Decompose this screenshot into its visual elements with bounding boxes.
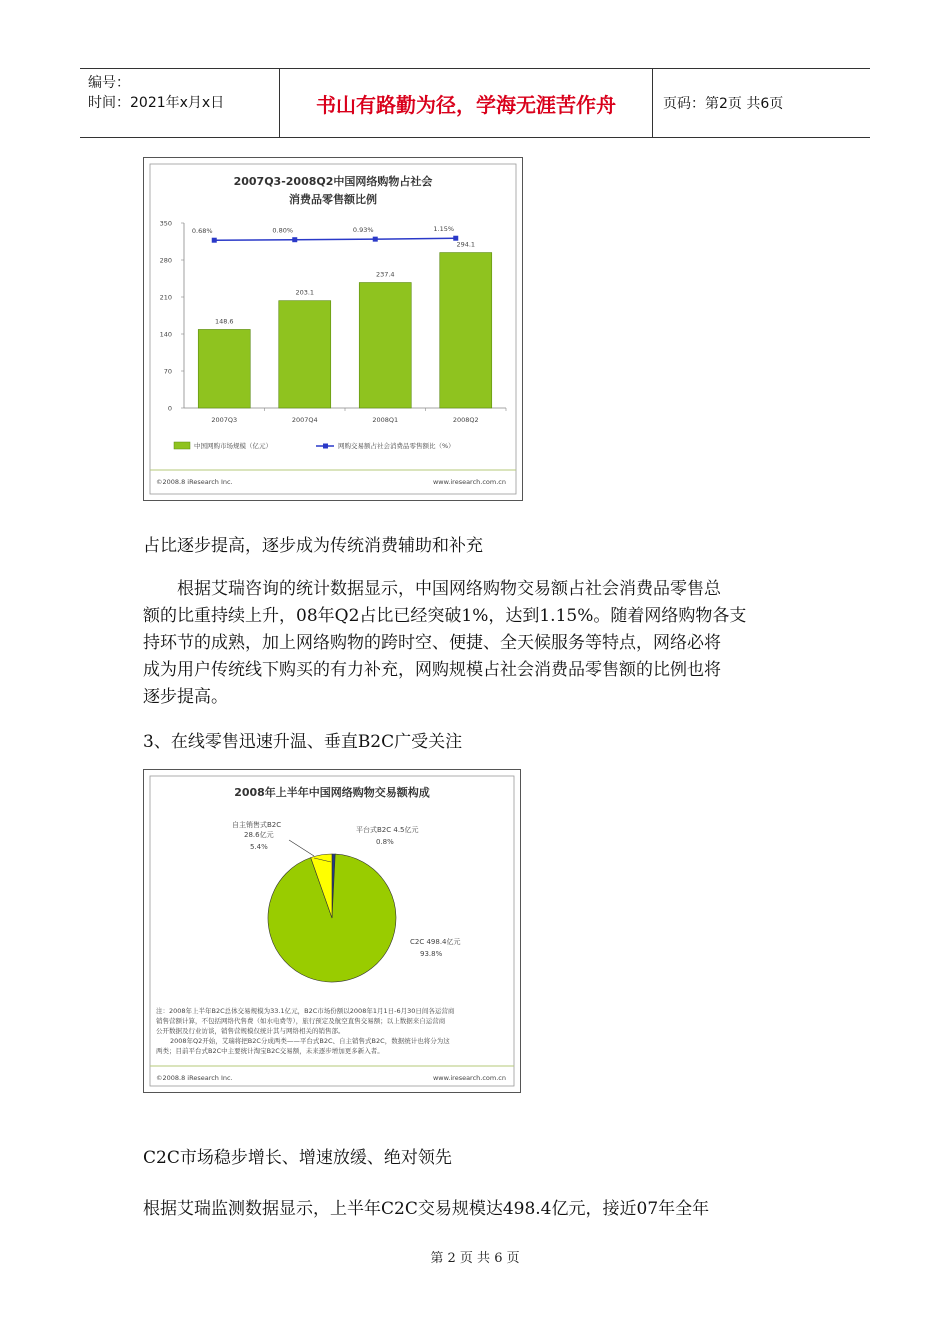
- label-self-b2c-pct: 5.4%: [250, 843, 268, 851]
- note-line: 销售营额计算，不包括网络代售费（如水电费等），旅行预定及航空直售交易额；以上数据来自运营商: [156, 1017, 446, 1025]
- ratio-label: 0.93%: [352, 226, 374, 235]
- doc-time-label: 时间：2021年x月x日: [88, 95, 225, 111]
- bar-value-label: 294.1: [456, 240, 476, 249]
- chart2-source-right: www.iresearch.com.cn: [432, 1074, 506, 1082]
- para1-line: 成为用户传统线下购买的有力补充，网购规模占社会消费品零售额的比例也将: [143, 660, 721, 680]
- note-line: 注：2008年上半年B2C总体交易规模为33.1亿元，B2C市场份额以2008年1月1日-6月30日间各运营商: [156, 1007, 455, 1015]
- note-line: 两类；目前平台式B2C中主要统计淘宝B2C交易额，未来逐步增加更多新入者。: [156, 1047, 384, 1055]
- chart2-title: 2008年上半年中国网络购物交易额构成: [234, 786, 430, 799]
- ratio-point: [453, 236, 458, 241]
- section-heading-3: 3、在线零售迅速升温、垂直B2C广受关注: [143, 732, 463, 752]
- label-self-b2c: 自主销售式B2C: [232, 821, 282, 829]
- note-line: 2008年Q2开始，艾瑞将把B2C分成两类——平台式B2C、自主销售式B2C，数据统计也将分为这: [170, 1037, 450, 1045]
- page-footer: 第 2 页 共 6 页: [430, 1251, 520, 1266]
- ratio-label: 1.15%: [433, 225, 455, 234]
- chart1-source-right: www.iresearch.com.cn: [432, 478, 506, 486]
- header-motto: 书山有路勤为径，学海无涯苦作舟: [280, 69, 653, 137]
- ratio-point: [212, 238, 217, 243]
- bar-value-label: 237.4: [375, 270, 395, 279]
- x-tick-label: 2008Q2: [452, 416, 479, 424]
- paragraph-ratio: [143, 576, 823, 711]
- legend-line-label: 网购交易额占社会消费品零售额比（%）: [338, 442, 455, 450]
- bar-line-chart-svg: [144, 158, 522, 500]
- para1-line: 根据艾瑞咨询的统计数据显示，中国网络购物交易额占社会消费品零售总: [177, 579, 721, 599]
- paragraph-c2c: 根据艾瑞监测数据显示，上半年C2C交易规模达498.4亿元，接近07年全年: [143, 1199, 710, 1219]
- header-page-code: 页码：第2页 共6页: [663, 96, 784, 112]
- x-tick-label: 2008Q1: [372, 416, 399, 424]
- y-tick-label: 210: [159, 293, 172, 302]
- y-tick-label: 280: [159, 256, 172, 265]
- bar-2008Q2: [440, 253, 492, 408]
- doc-number-label: 编号：: [88, 75, 130, 91]
- legend-bar-label: 中国网购市场规模（亿元）: [194, 442, 272, 450]
- bar-value-label: 148.6: [214, 317, 234, 326]
- label-self-b2c-amount: 28.6亿元: [244, 831, 274, 839]
- para1-line: 逐步提高。: [143, 687, 228, 707]
- y-tick-label: 350: [159, 219, 172, 228]
- bar-2007Q3: [198, 329, 250, 408]
- caption-c2c: C2C市场稳步增长、增速放缓、绝对领先: [143, 1148, 452, 1168]
- bar-2008Q1: [359, 283, 411, 408]
- label-platform-b2c: 平台式B2C 4.5亿元: [356, 826, 419, 834]
- ratio-label: 0.80%: [272, 226, 294, 235]
- chart-transaction-composition: [143, 769, 521, 1093]
- label-c2c: C2C 498.4亿元: [410, 938, 461, 946]
- bar-2007Q4: [279, 301, 331, 408]
- x-tick-label: 2007Q4: [291, 416, 318, 424]
- para1-line: 持环节的成熟，加上网络购物的跨时空、便捷、全天候服务等特点，网络必将: [143, 633, 721, 653]
- chart2-source-left: ©2008.8 iResearch Inc.: [156, 1074, 233, 1082]
- ratio-point: [373, 237, 378, 242]
- label-platform-b2c-pct: 0.8%: [376, 838, 394, 846]
- caption-ratio: 占比逐步提高，逐步成为传统消费辅助和补充: [143, 536, 483, 556]
- ratio-point: [292, 237, 297, 242]
- chart1-source-left: ©2008.8 iResearch Inc.: [156, 478, 233, 486]
- bar-value-label: 203.1: [295, 288, 315, 297]
- legend-bar-swatch: [174, 442, 190, 449]
- legend-line-marker: [323, 444, 328, 449]
- chart-online-shopping-ratio: [143, 157, 523, 501]
- chart1-title-line1: 2007Q3-2008Q2中国网络购物占社会: [233, 175, 433, 188]
- y-tick-label: 140: [159, 330, 172, 339]
- label-c2c-pct: 93.8%: [420, 950, 443, 958]
- y-tick-label: 0: [167, 404, 172, 413]
- ratio-label: 0.68%: [191, 227, 213, 236]
- header-meta: [80, 69, 280, 137]
- note-line: 公开数据及行业访谈，销售营规模仅统计其与网络相关的销售部。: [156, 1027, 345, 1035]
- y-tick-label: 70: [163, 367, 172, 376]
- pie-chart-svg: [144, 770, 520, 1092]
- page-header: [80, 68, 870, 138]
- para1-line: 额的比重持续上升，08年Q2占比已经突破1%，达到1.15%。随着网络购物各支: [143, 606, 747, 626]
- x-tick-label: 2007Q3: [211, 416, 238, 424]
- chart1-title-line2: 消费品零售额比例: [289, 193, 377, 206]
